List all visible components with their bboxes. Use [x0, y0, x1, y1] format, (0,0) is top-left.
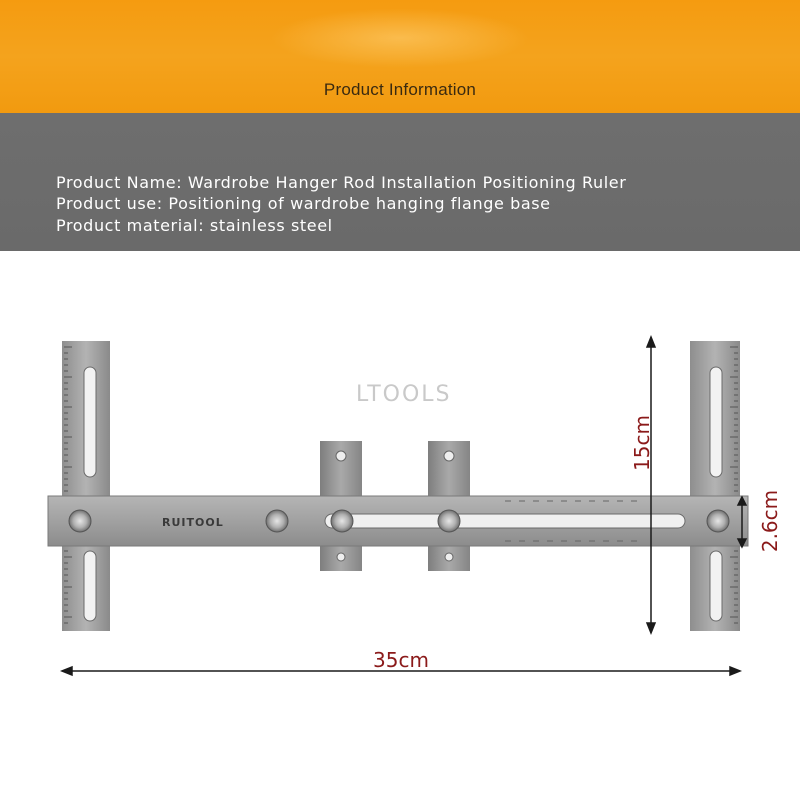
product-photo	[0, 251, 800, 800]
product-name-text: Product Name: Wardrobe Hanger Rod Installation Positioning Ruler	[56, 173, 627, 192]
product-material-text: Product material: stainless steel	[56, 216, 333, 235]
bar-width-dimension-label: 2.6cm	[758, 489, 782, 553]
brand-mark: RUITOOL	[162, 516, 224, 529]
right-ruler	[690, 341, 740, 631]
lower-brackets	[320, 543, 470, 571]
product-use-text: Product use: Positioning of wardrobe hanging flange base	[56, 194, 551, 213]
top-banner	[0, 0, 800, 113]
left-ruler	[62, 341, 110, 631]
banner-glow	[270, 8, 530, 68]
upper-brackets	[320, 441, 470, 501]
page-title: Product Information	[323, 80, 477, 99]
width-dimension-label: 35cm	[373, 648, 429, 672]
brand-watermark: LTOOLS	[356, 382, 452, 407]
ruler-illustration	[0, 251, 800, 800]
height-dimension-label: 15cm	[630, 415, 654, 471]
product-info-band	[0, 113, 800, 251]
dimension-height-arrow	[647, 337, 655, 633]
main-bar	[48, 496, 748, 546]
